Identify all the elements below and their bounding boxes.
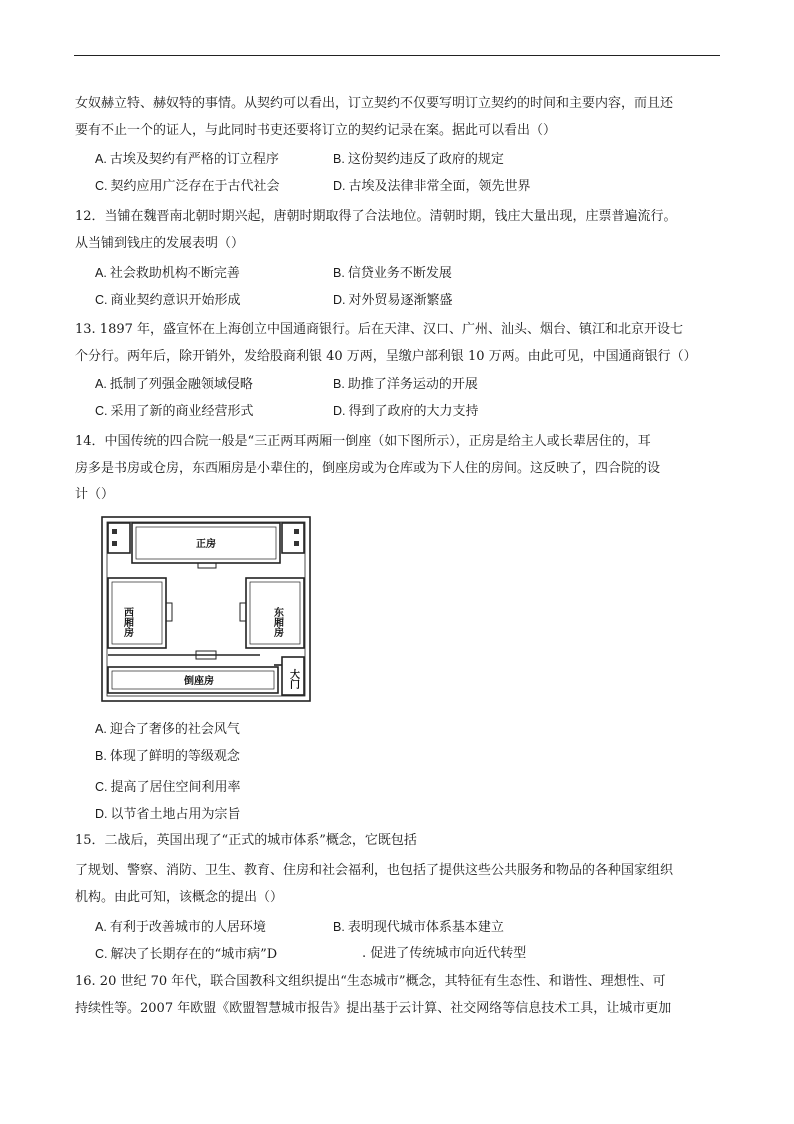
- q12-option-b[interactable]: [333, 264, 452, 283]
- option-key: B.: [333, 152, 345, 166]
- option-key: A.: [95, 377, 107, 391]
- label-zhengfang: 正房: [196, 539, 216, 550]
- q16-line-2: 持续性等。2007 年欧盟《欧盟智慧城市报告》提出基于云计算、社交网络等信息技术工具，让城市更加: [75, 1001, 672, 1016]
- option-text: 古埃及契约有严格的订立程序: [109, 152, 279, 167]
- q12-option-a[interactable]: [95, 264, 240, 283]
- q15-line-2: 了规划、警察、消防、卫生、教育、住房和社会福利，也包括了提供这些公共服务和物品的各种国家组织: [75, 863, 674, 878]
- option-text: 采用了新的商业经营形式: [110, 404, 254, 419]
- option-text: 商业契约意识开始形成: [110, 293, 241, 308]
- option-key: B.: [333, 377, 345, 391]
- option-key: C.: [95, 293, 108, 307]
- q14-line-2: 房多是书房或仓房，东西厢房是小辈住的，倒座房或为仓库或为下人住的房间。这反映了，四合院的设: [75, 461, 661, 476]
- option-key: A.: [95, 722, 107, 736]
- q11-option-a[interactable]: [95, 150, 279, 169]
- q11-line-1: 女奴赫立特、赫奴特的事情。从契约可以看出，订立契约不仅要写明订立契约的时间和主要内容，而且还: [75, 96, 674, 111]
- option-text: 解决了长期存在的“城市病”D: [110, 947, 278, 962]
- option-key: A.: [95, 152, 107, 166]
- siheyuan-diagram: [100, 515, 312, 703]
- option-key: D.: [333, 293, 346, 307]
- west-wing: [108, 578, 166, 648]
- option-key: D.: [333, 404, 346, 418]
- q12-option-c[interactable]: [95, 291, 241, 310]
- ear-room-right: [282, 523, 304, 553]
- ear-room-left: [108, 523, 130, 553]
- option-key: C.: [95, 780, 108, 794]
- option-key: D.: [95, 807, 108, 821]
- option-key: C.: [95, 947, 108, 961]
- q13-option-c[interactable]: [95, 402, 254, 421]
- q14-line-3: 计（）: [75, 487, 115, 502]
- q13-option-a[interactable]: [95, 375, 253, 394]
- option-text: . 促进了传统城市向近代转型: [362, 946, 527, 961]
- q15-option-c[interactable]: [95, 945, 277, 964]
- q13-option-b[interactable]: [333, 375, 478, 394]
- option-text: 以节省土地占用为宗旨: [110, 807, 241, 822]
- q14-line-1: 14．中国传统的四合院一般是“三正两耳两厢一倒座（如下图所示），正房是给主人或长辈居住的，耳: [75, 434, 651, 449]
- q11-line-2: 要有不止一个的证人，与此同时书吏还要将订立的契约记录在案。据此可以看出（）: [75, 123, 557, 138]
- option-text: 助推了洋务运动的开展: [347, 377, 478, 392]
- option-key: C.: [95, 404, 108, 418]
- q15-option-a[interactable]: [95, 918, 266, 937]
- q11-option-b[interactable]: [333, 150, 504, 169]
- q14-option-d[interactable]: [95, 805, 241, 824]
- label-daozuofang: 倒座房: [184, 676, 214, 687]
- q12-option-d[interactable]: [333, 291, 453, 310]
- q16-line-1: 16. 20 世纪 70 年代，联合国教科文组织提出“生态城市”概念，其特征有生态性、和谐性、理想性、可: [75, 974, 666, 989]
- q15-line-3: 机构。由此可知，该概念的提出（）: [75, 890, 284, 905]
- option-text: 这份契约违反了政府的规定: [347, 152, 504, 167]
- q13-line-1: 13. 1897 年，盛宣怀在上海创立中国通商银行。后在天津、汉口、广州、汕头、烟台、镇江和北京开设七: [75, 322, 684, 337]
- q14-option-a[interactable]: [95, 720, 240, 739]
- option-key: A.: [95, 920, 107, 934]
- option-text: 古埃及法律非常全面，领先世界: [348, 179, 531, 194]
- q13-option-d[interactable]: [333, 402, 479, 421]
- label-xixiangfang: 西厢房: [121, 607, 133, 637]
- q13-line-2: 个分行。两年后，除开销外，发给股商利银 40 万两，呈缴户部利银 10 万两。由此可见，中国通商银行（）: [75, 349, 697, 364]
- q15-option-b[interactable]: [333, 918, 504, 937]
- option-text: 抵制了列强金融领域侵略: [109, 377, 253, 392]
- option-text: 社会救助机构不断完善: [109, 266, 240, 281]
- q14-option-b[interactable]: [95, 747, 240, 766]
- q11-option-d[interactable]: [333, 177, 531, 196]
- option-key: D.: [333, 179, 346, 193]
- q12-line-2: 从当铺到钱庄的发展表明（）: [75, 236, 245, 251]
- option-text: 有利于改善城市的人居环境: [109, 920, 266, 935]
- q14-option-c[interactable]: [95, 778, 241, 797]
- header-rule: [74, 55, 720, 56]
- option-text: 信贷业务不断发展: [347, 266, 452, 281]
- label-damen: 大门: [287, 669, 299, 689]
- option-text: 表明现代城市体系基本建立: [347, 920, 504, 935]
- q12-line-1: 12．当铺在魏晋南北朝时期兴起，唐朝时期取得了合法地位。清朝时期，钱庄大量出现，庄票普遍流行。: [75, 209, 677, 224]
- option-key: A.: [95, 266, 107, 280]
- option-text: 体现了鲜明的等级观念: [109, 749, 240, 764]
- q11-option-c[interactable]: [95, 177, 280, 196]
- option-text: 得到了政府的大力支持: [348, 404, 479, 419]
- option-key: B.: [333, 266, 345, 280]
- label-dongxiangfang: 东厢房: [271, 607, 283, 637]
- option-text: 迎合了奢侈的社会风气: [109, 722, 240, 737]
- option-text: 对外贸易逐渐繁盛: [348, 293, 453, 308]
- q15-line-1: 15．二战后，英国出现了“正式的城市体系”概念，它既包括: [75, 833, 417, 848]
- option-text: 提高了居住空间利用率: [110, 780, 241, 795]
- option-text: 契约应用广泛存在于古代社会: [110, 179, 280, 194]
- option-key: C.: [95, 179, 108, 193]
- option-key: B.: [333, 920, 345, 934]
- option-key: B.: [95, 749, 107, 763]
- q15-option-d[interactable]: [362, 945, 526, 963]
